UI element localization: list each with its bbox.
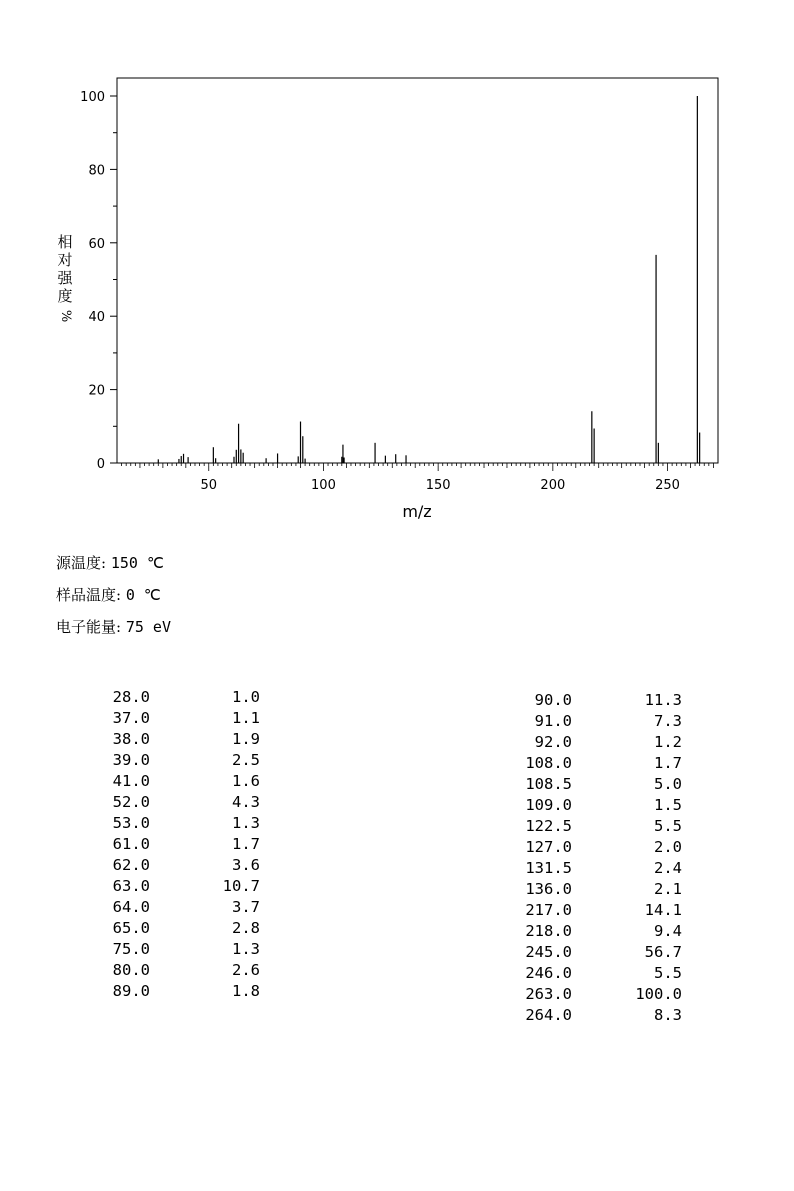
table-row	[88, 981, 260, 1002]
table-row	[510, 774, 682, 795]
abundance-value: 56.7	[644, 943, 682, 961]
mz-value: 90.0	[534, 691, 572, 709]
abundance-value: 5.0	[654, 775, 682, 793]
abundance-value: 11.3	[644, 691, 682, 709]
y-tick-label: 40	[88, 310, 105, 326]
table-row	[88, 792, 260, 813]
mz-value: 108.5	[525, 775, 572, 793]
table-row	[510, 879, 682, 900]
mz-value: 64.0	[112, 898, 150, 916]
mz-value: 122.5	[525, 817, 572, 835]
abundance-value: 2.4	[654, 859, 682, 877]
table-row	[510, 921, 682, 942]
abundance-value: 7.3	[654, 712, 682, 730]
y-tick-label: 60	[88, 236, 105, 252]
table-row	[510, 753, 682, 774]
abundance-value: 1.6	[232, 772, 260, 790]
x-tick-label: 250	[655, 478, 680, 493]
electron-energy-label: 电子能量:	[56, 618, 122, 636]
table-row	[510, 732, 682, 753]
table-row	[510, 942, 682, 963]
y-axis-label-text: 相对强度	[57, 233, 73, 305]
mz-value: 28.0	[112, 688, 150, 706]
mz-value: 109.0	[525, 796, 572, 814]
table-row	[510, 837, 682, 858]
mz-value: 63.0	[112, 877, 150, 895]
sample-temperature-value: 0 ℃	[125, 586, 161, 604]
abundance-value: 4.3	[232, 793, 260, 811]
source-temperature-label: 源温度:	[56, 554, 107, 572]
electron-energy	[56, 616, 171, 637]
table-row	[510, 1005, 682, 1026]
y-axis-label-unit: %	[57, 309, 73, 323]
abundance-value: 100.0	[635, 985, 682, 1003]
mz-value: 127.0	[525, 838, 572, 856]
mz-value: 92.0	[534, 733, 572, 751]
table-row	[88, 960, 260, 981]
abundance-value: 3.6	[232, 856, 260, 874]
table-row	[88, 750, 260, 771]
y-tick-label: 0	[96, 457, 105, 472]
plot-frame	[117, 78, 718, 463]
mz-value: 218.0	[525, 922, 572, 940]
abundance-value: 1.9	[232, 730, 260, 748]
mz-value: 52.0	[112, 793, 150, 811]
mass-spectrum-chart	[0, 0, 794, 540]
x-axis	[122, 463, 714, 493]
abundance-value: 1.5	[654, 796, 682, 814]
mz-value: 62.0	[112, 856, 150, 874]
mz-value: 80.0	[112, 961, 150, 979]
mz-value: 263.0	[525, 985, 572, 1003]
peak-table-left	[88, 687, 260, 1002]
sample-temperature-label: 样品温度:	[56, 586, 122, 604]
table-row	[88, 834, 260, 855]
x-axis-label: m/z	[402, 502, 432, 521]
abundance-value: 2.0	[654, 838, 682, 856]
table-row	[510, 816, 682, 837]
mz-value: 41.0	[112, 772, 150, 790]
abundance-value: 3.7	[232, 898, 260, 916]
table-row	[88, 687, 260, 708]
table-row	[88, 897, 260, 918]
x-tick-label: 50	[200, 478, 218, 493]
abundance-value: 2.6	[232, 961, 260, 979]
abundance-value: 1.7	[654, 754, 682, 772]
table-row	[88, 918, 260, 939]
table-row	[510, 690, 682, 711]
abundance-value: 10.7	[222, 877, 260, 895]
mz-value: 39.0	[112, 751, 150, 769]
table-row	[88, 729, 260, 750]
table-row	[88, 855, 260, 876]
abundance-value: 5.5	[654, 817, 682, 835]
x-tick-label: 100	[311, 478, 336, 493]
mz-value: 61.0	[112, 835, 150, 853]
mz-value: 131.5	[525, 859, 572, 877]
y-axis-label	[56, 233, 74, 325]
table-row	[510, 711, 682, 732]
source-temperature	[56, 552, 164, 573]
abundance-value: 5.5	[654, 964, 682, 982]
y-tick-label: 100	[80, 90, 105, 105]
sample-temperature	[56, 584, 161, 605]
mz-value: 91.0	[534, 712, 572, 730]
abundance-value: 1.0	[232, 688, 260, 706]
y-axis	[80, 90, 117, 472]
mz-value: 37.0	[112, 709, 150, 727]
mz-value: 53.0	[112, 814, 150, 832]
abundance-value: 1.3	[232, 814, 260, 832]
mz-value: 217.0	[525, 901, 572, 919]
electron-energy-value: 75 eV	[125, 618, 171, 636]
y-tick-label: 20	[88, 383, 105, 399]
abundance-value: 1.8	[232, 982, 260, 1000]
abundance-value: 1.3	[232, 940, 260, 958]
abundance-value: 1.7	[232, 835, 260, 853]
table-row	[510, 858, 682, 879]
mz-value: 89.0	[112, 982, 150, 1000]
mz-value: 245.0	[525, 943, 572, 961]
x-tick-label: 150	[425, 478, 451, 493]
table-row	[88, 939, 260, 960]
mz-value: 38.0	[112, 730, 150, 748]
y-tick-label: 80	[88, 163, 105, 179]
table-row	[88, 813, 260, 834]
abundance-value: 9.4	[654, 922, 682, 940]
table-row	[88, 876, 260, 897]
mz-value: 108.0	[525, 754, 572, 772]
table-row	[88, 708, 260, 729]
table-row	[88, 771, 260, 792]
abundance-value: 14.1	[644, 901, 682, 919]
peak-series	[158, 96, 699, 463]
mz-value: 246.0	[525, 964, 572, 982]
table-row	[510, 963, 682, 984]
table-row	[510, 984, 682, 1005]
abundance-value: 2.1	[654, 880, 682, 898]
abundance-value: 2.5	[232, 751, 260, 769]
abundance-value: 2.8	[232, 919, 260, 937]
source-temperature-value: 150 ℃	[110, 554, 164, 572]
abundance-value: 1.2	[654, 733, 682, 751]
mz-value: 75.0	[112, 940, 150, 958]
mz-value: 65.0	[112, 919, 150, 937]
abundance-value: 8.3	[654, 1006, 682, 1024]
peak-table-right	[510, 690, 682, 1026]
mz-value: 136.0	[525, 880, 572, 898]
table-row	[510, 795, 682, 816]
mz-value: 264.0	[525, 1006, 572, 1024]
x-tick-label: 200	[540, 478, 566, 493]
table-row	[510, 900, 682, 921]
abundance-value: 1.1	[232, 709, 260, 727]
